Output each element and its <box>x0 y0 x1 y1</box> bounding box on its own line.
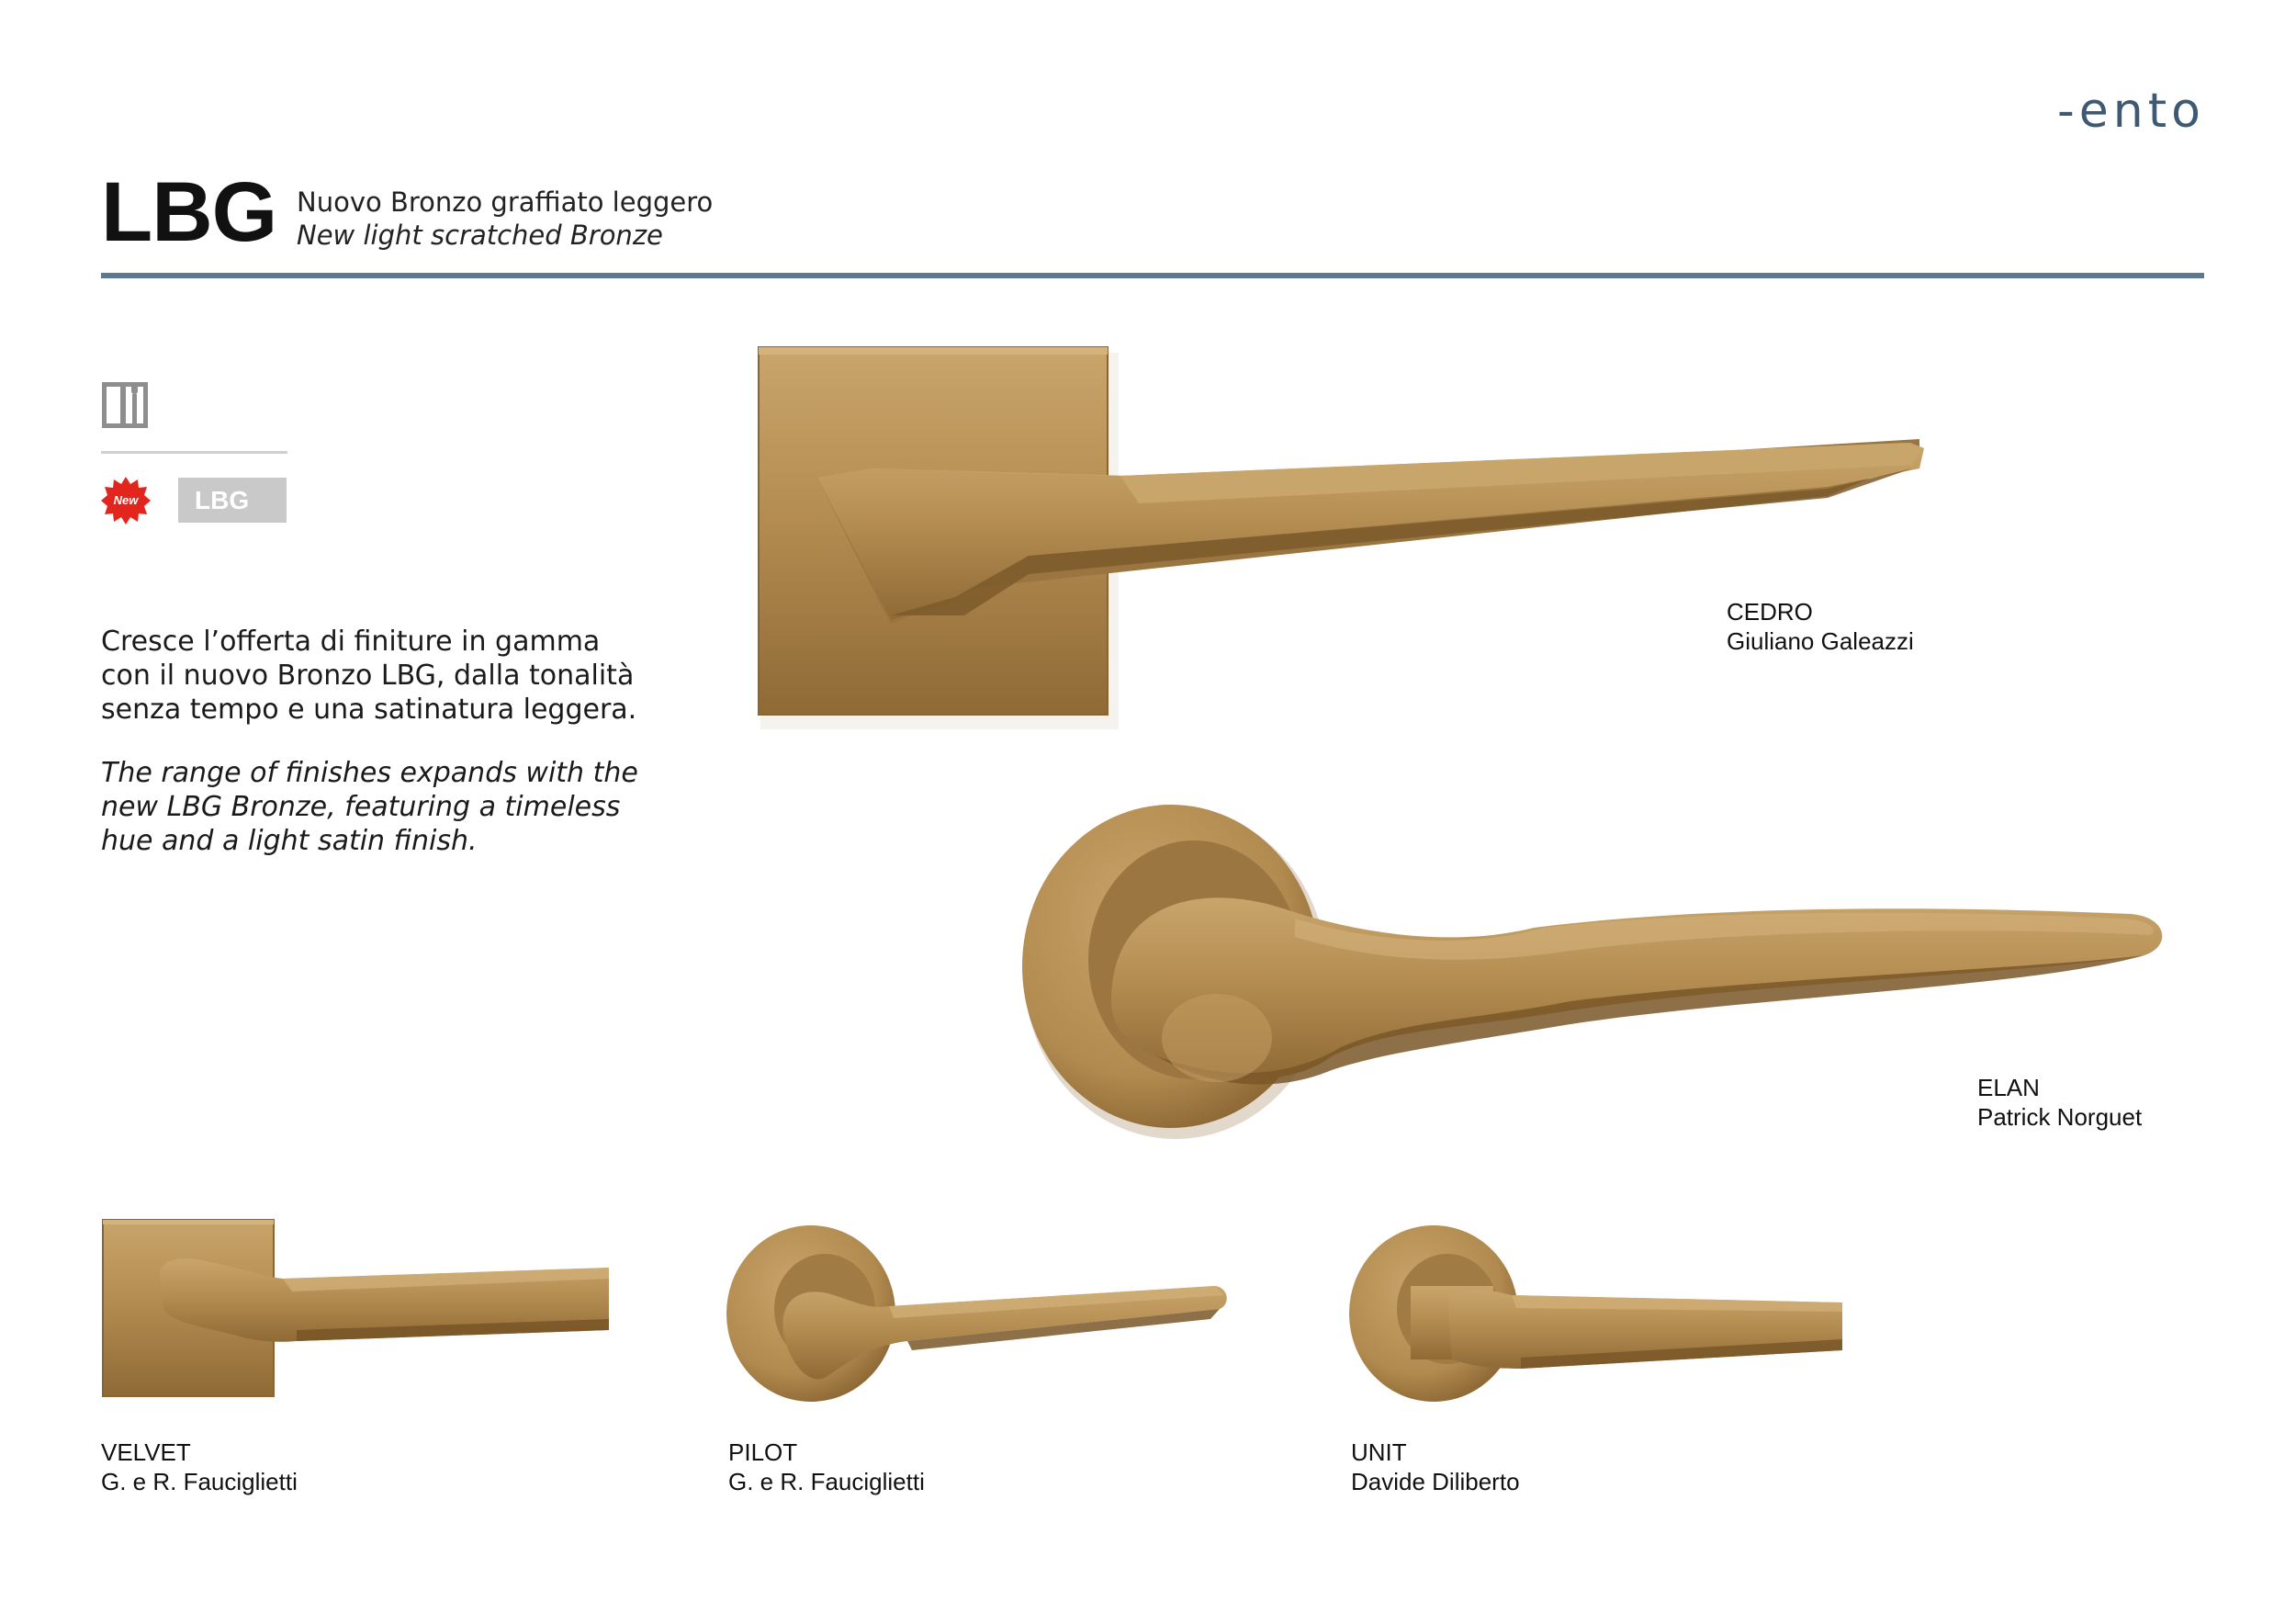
product-caption-velvet <box>101 1438 298 1496</box>
product-name: PILOT <box>728 1438 798 1466</box>
header-divider <box>101 273 2204 278</box>
new-badge-text: New <box>113 493 139 507</box>
cedro-handle-image <box>753 340 1929 735</box>
new-starburst-icon <box>101 476 151 525</box>
product-designer: G. e R. Fauciglietti <box>728 1468 925 1495</box>
finish-chip: LBG <box>178 478 287 523</box>
product-caption-unit <box>1351 1438 1520 1496</box>
brand-logo: -ento <box>2057 84 2205 139</box>
product-designer: Giuliano Galeazzi <box>1727 627 1914 655</box>
handle-type-icon <box>101 381 149 429</box>
finish-divider <box>101 451 287 454</box>
product-caption-cedro <box>1727 597 1914 656</box>
finish-code-title: LBG <box>101 165 277 259</box>
product-name: UNIT <box>1351 1438 1407 1466</box>
subtitle-italian: Nuovo Bronzo graffiato leggero <box>297 186 714 218</box>
subtitle-english: New light scratched Bronze <box>297 220 663 251</box>
product-designer: Patrick Norguet <box>1977 1103 2143 1131</box>
product-name: ELAN <box>1977 1074 2040 1101</box>
product-caption-pilot <box>728 1438 925 1496</box>
intro-text-italian: Cresce l’offerta di finiture in gamma con il nuovo Bronzo LBG, dalla tonalità senza tempo e una satinatura leggera. <box>101 626 637 726</box>
pilot-handle-image <box>724 1222 1238 1405</box>
product-designer: G. e R. Fauciglietti <box>101 1468 298 1495</box>
product-designer: Davide Diliberto <box>1351 1468 1520 1495</box>
product-caption-elan <box>1977 1073 2142 1132</box>
product-name: VELVET <box>101 1438 191 1466</box>
product-name: CEDRO <box>1727 598 1813 626</box>
intro-text-english: The range of finishes expands with the new LBG Bronze, featuring a timeless hue and a light satin finish. <box>101 757 638 857</box>
unit-handle-image <box>1346 1222 1861 1405</box>
velvet-handle-image <box>99 1212 613 1401</box>
